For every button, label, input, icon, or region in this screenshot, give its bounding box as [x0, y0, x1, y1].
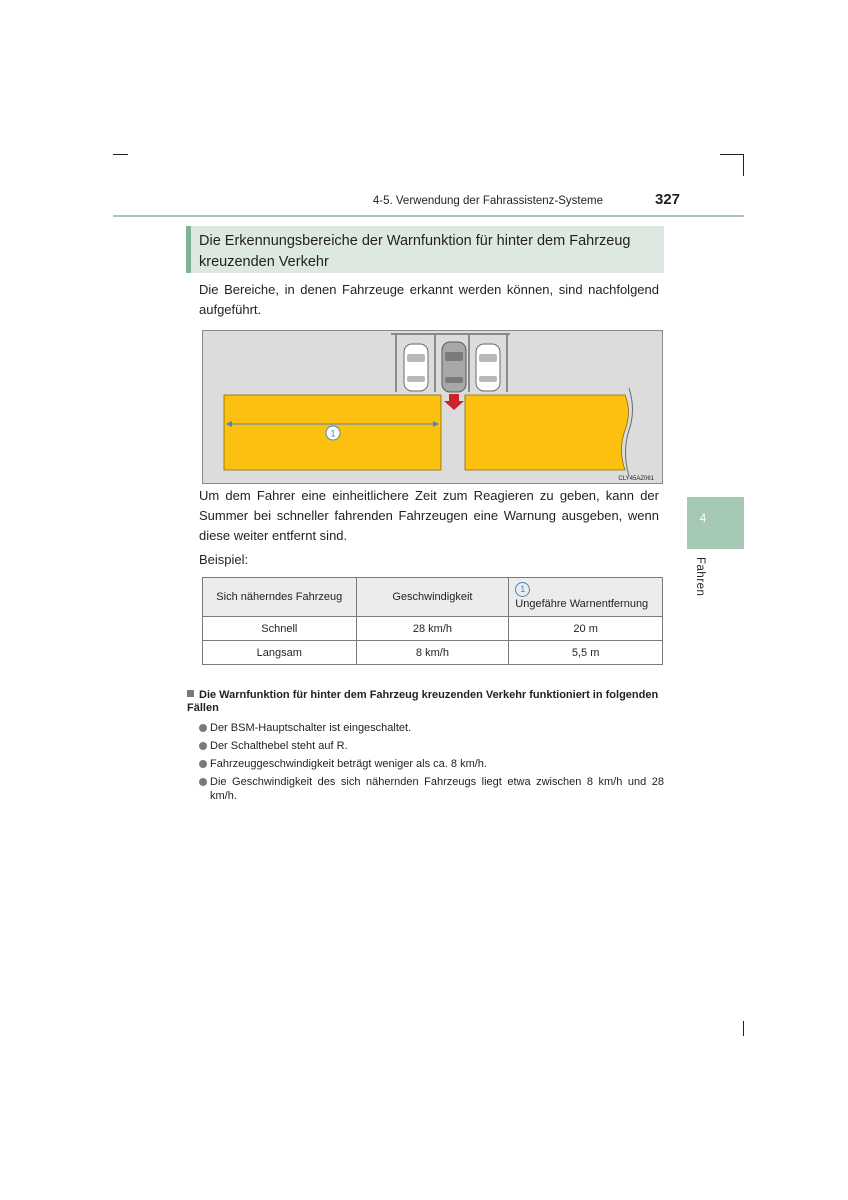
square-bullet-icon	[187, 690, 194, 697]
page-number: 327	[655, 191, 681, 208]
list-item-text: Der BSM-Hauptschalter ist eingeschaltet.	[210, 722, 412, 734]
bullet-dot-icon	[199, 724, 207, 732]
list-item-text: Die Geschwindigkeit des sich nähernden Fahrzeugs liegt etwa zwischen 8 km/h und 28 km/h.	[210, 776, 664, 802]
table-row	[203, 641, 663, 665]
list-item	[199, 775, 664, 803]
list-item-text: Der Schalthebel steht auf R.	[210, 740, 348, 752]
parked-car-icon	[476, 344, 500, 391]
own-car-icon	[442, 342, 466, 392]
crop-mark	[720, 154, 744, 155]
chapter-tab	[687, 497, 744, 549]
table-cell: 20 m	[509, 617, 663, 641]
column-header: Sich näherndes Fahrzeug	[203, 578, 357, 617]
table-cell: 8 km/h	[356, 641, 509, 665]
chapter-title: 4-5. Verwendung der Fahrassistenz-Systeme	[372, 195, 603, 207]
table-cell: 5,5 m	[509, 641, 663, 665]
parked-car-icon	[404, 344, 428, 391]
conditions-heading	[187, 689, 667, 715]
intro-text: Die Bereiche, in denen Fahrzeuge erkannt werden können, sind nachfolgend aufgeführt.	[199, 282, 659, 317]
table-row	[203, 617, 663, 641]
table-cell: Schnell	[203, 617, 357, 641]
bullet-dot-icon	[199, 760, 207, 768]
conditions-heading-text: Die Warnfunktion für hinter dem Fahrzeug kreuzenden Verkehr funktioniert in folgenden Fällen	[187, 689, 659, 714]
warning-paragraph: Um dem Fahrer eine einheitlichere Zeit zum Reagieren zu geben, kann der Summer bei schneller fahrenden Fahrzeugen eine Warnung ausgeben, wenn diese weiter entfernt sind.	[199, 488, 659, 543]
detection-zone-right	[465, 395, 629, 470]
list-item	[199, 721, 664, 735]
table-cell: Langsam	[203, 641, 357, 665]
example-label: Beispiel:	[199, 552, 249, 567]
bullet-dot-icon	[199, 778, 207, 786]
section-heading: Die Erkennungsbereiche der Warnfunktion für hinter dem Fahrzeug kreuzenden Verkehr	[186, 226, 664, 273]
crop-mark	[113, 154, 128, 155]
header-rule	[113, 215, 744, 217]
conditions-list	[199, 721, 664, 807]
column-header: Geschwindigkeit	[356, 578, 509, 617]
list-item-text: Fahrzeuggeschwindigkeit beträgt weniger als ca. 8 km/h.	[210, 758, 487, 770]
column-header	[509, 578, 663, 617]
crop-mark	[743, 154, 744, 176]
callout-number: 1	[330, 428, 336, 439]
chapter-number: 4	[699, 511, 707, 525]
callout-circle: 1	[515, 582, 530, 597]
list-item	[199, 757, 664, 771]
bullet-dot-icon	[199, 742, 207, 750]
image-code: CLY45AZ061	[618, 476, 654, 482]
list-item	[199, 739, 664, 753]
chapter-label: Fahren	[694, 557, 706, 597]
crop-mark	[743, 1021, 744, 1036]
table-cell: 28 km/h	[356, 617, 509, 641]
detection-area-diagram	[202, 330, 663, 484]
table-header-row	[203, 578, 663, 617]
column-header-label: Ungefähre Warnentfernung	[515, 598, 649, 610]
warning-distance-table	[202, 577, 663, 665]
